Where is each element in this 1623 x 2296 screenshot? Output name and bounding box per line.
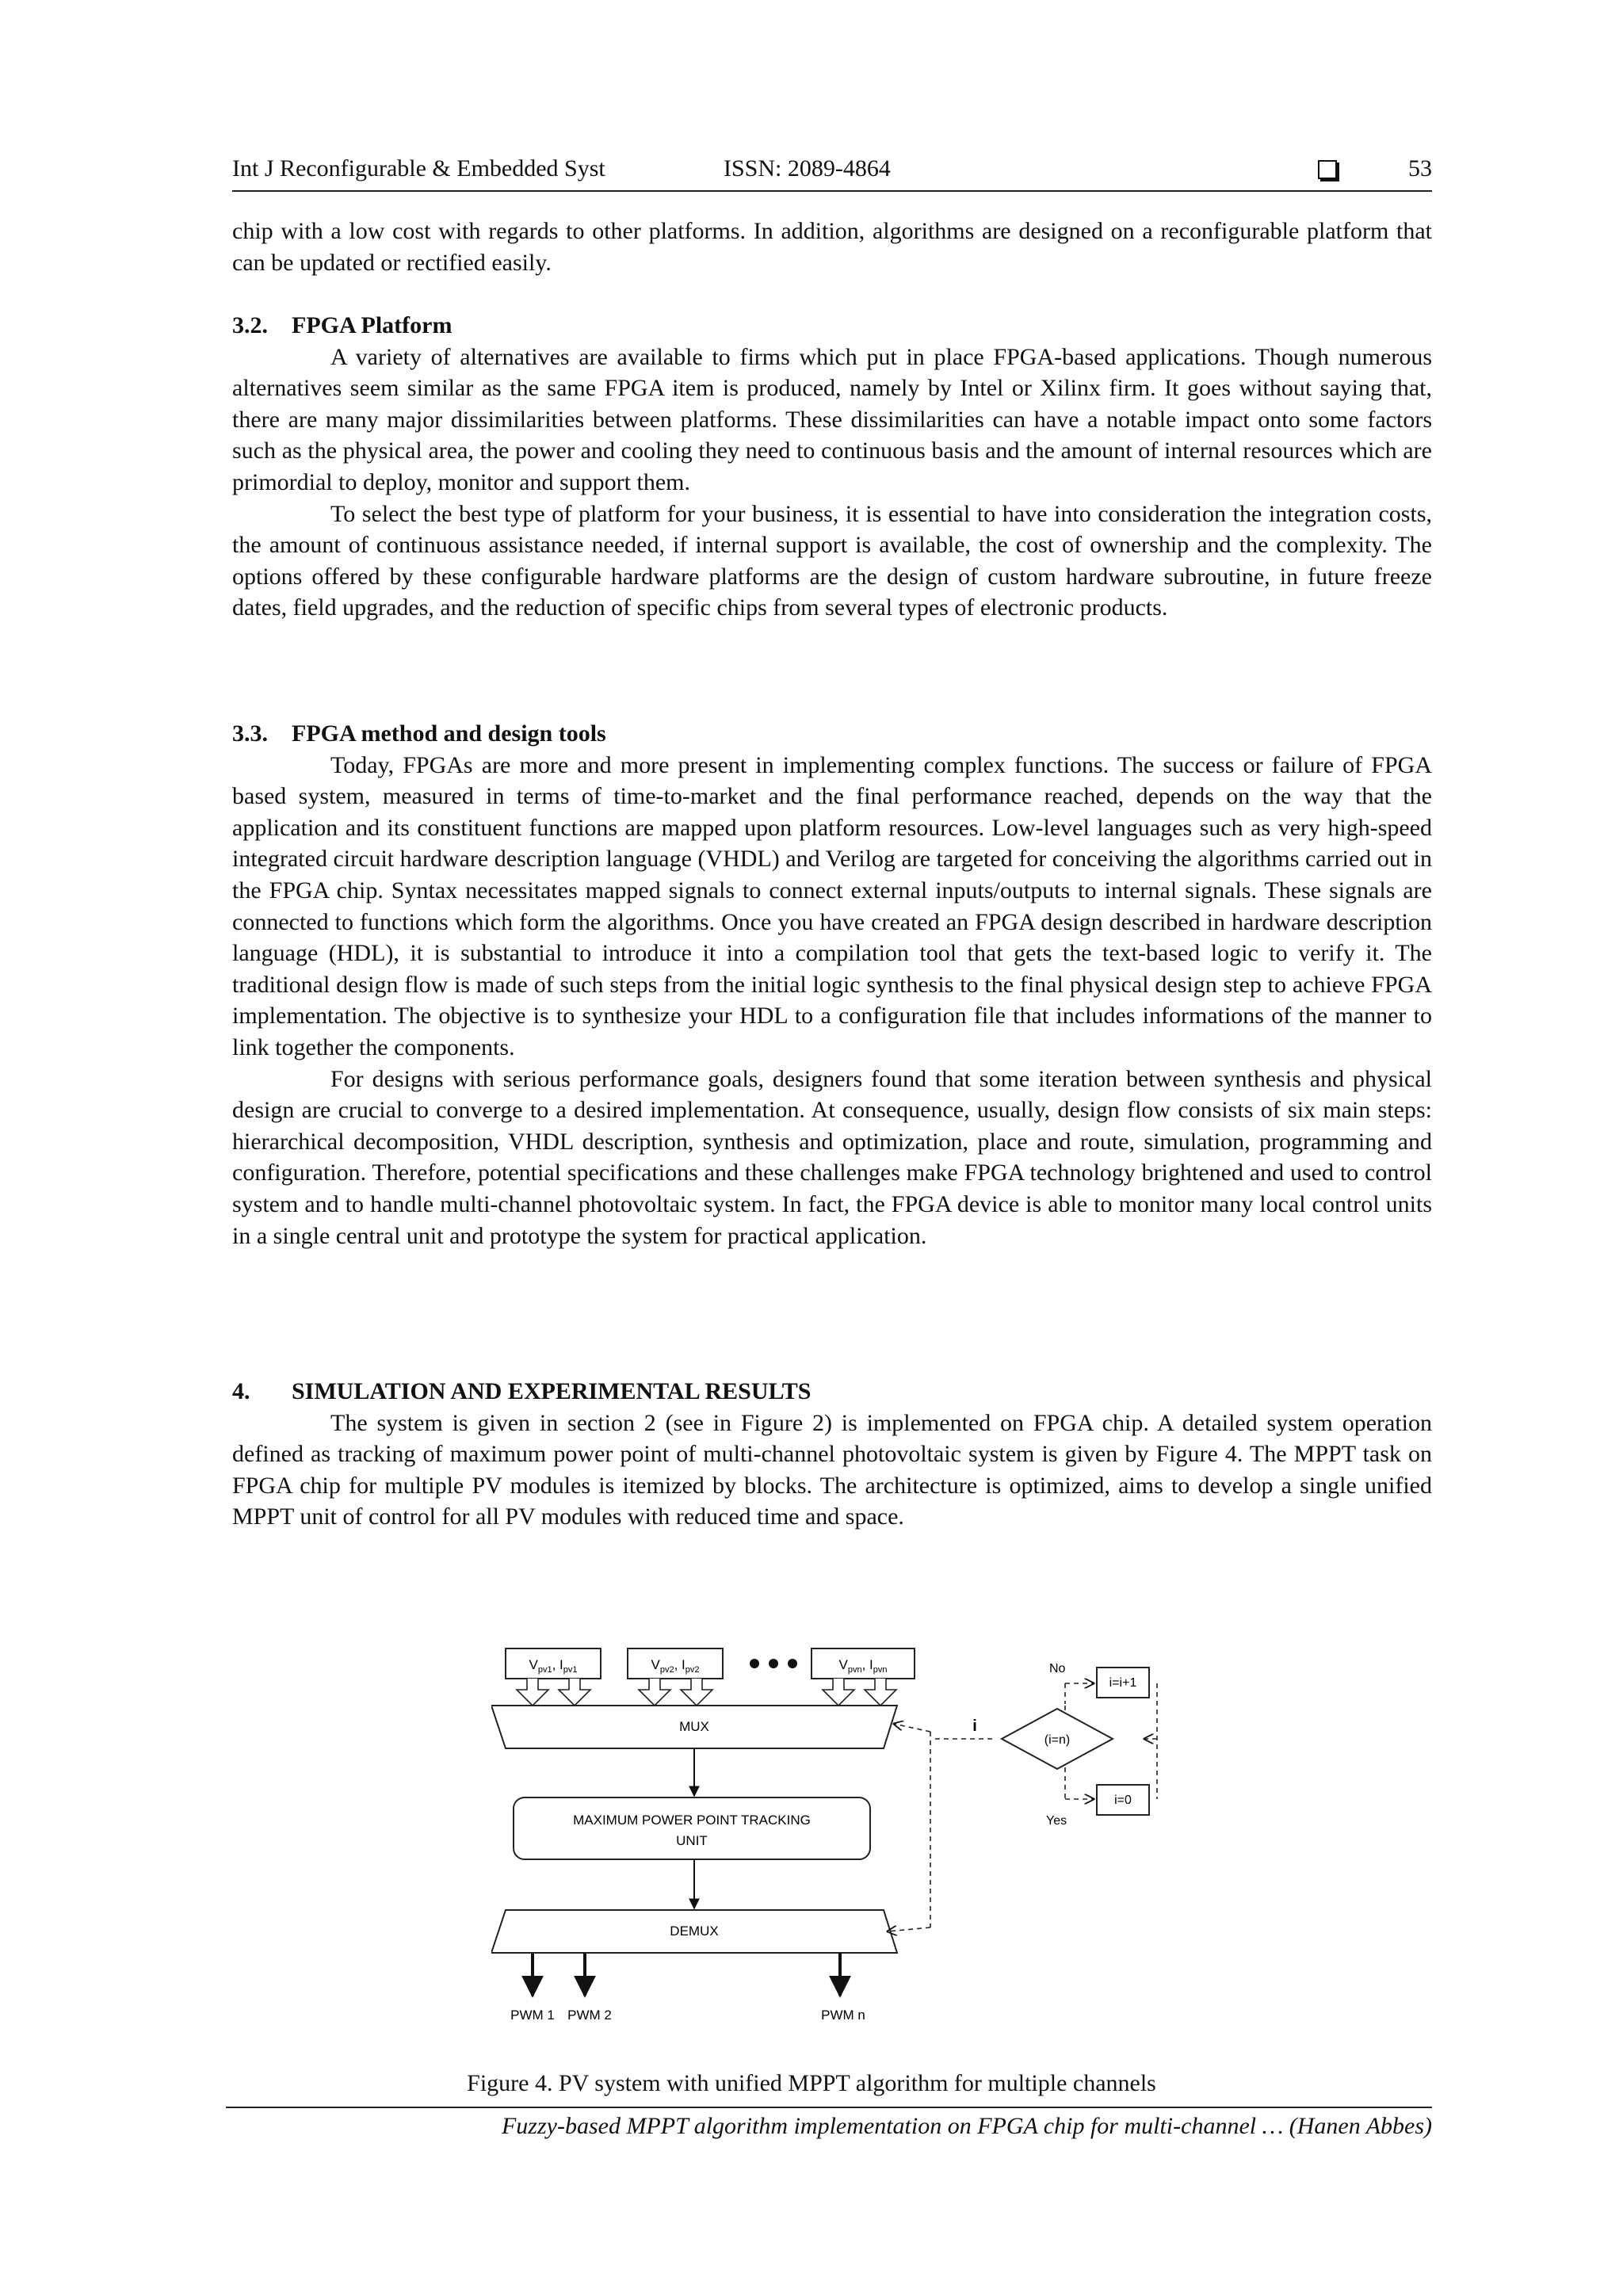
running-header — [232, 155, 1432, 192]
decision-diamond — [1002, 1709, 1113, 1769]
section-heading — [232, 1376, 1432, 1408]
intro-paragraph-block — [232, 216, 1432, 278]
input-box-1 — [506, 1648, 601, 1679]
mux-label: MUX — [679, 1719, 709, 1734]
input-2-i: I — [682, 1657, 685, 1672]
mppt-label-line1: MAXIMUM POWER POINT TRACKING — [573, 1813, 811, 1828]
svg-text:Vpvn, Ipvn: $V_{pvn}$, $I_{pvn}$ — [838, 1657, 888, 1675]
reset-label: i=0 — [1114, 1794, 1132, 1807]
demux-label: DEMUX — [670, 1924, 719, 1939]
input-n-i-sub: pvn — [873, 1665, 888, 1675]
input-n-v-sub: pvn — [847, 1665, 862, 1675]
section-title: SIMULATION AND EXPERIMENTAL RESULTS — [292, 1378, 812, 1404]
output-label-2: PWM 2 — [567, 2008, 612, 2023]
square-bullet-icon — [1318, 160, 1337, 179]
section-4 — [232, 1376, 1432, 1533]
paragraph: Today, FPGAs are more and more present in implementing complex functions. The success or failure of FPGA based system, measured in terms of time-to-market and the final performance reached, depends on the way that the application and its constituent functions are mapped upon platform resources. Low-level languages such as very high-speed integrated circuit hardware description language (VHDL) and Verilog are targeted for conceiving the algorithms carried out in the FPGA chip. Syntax necessitates mapped signals to connect external inputs/outputs to internal signals. These signals are connected to functions which form the algorithms. Once you have created an FPGA design described in hardware description language (HDL), it is substantial to introduce it into a compilation tool that gets the text-based logic to verify it. The traditional design flow is made of such steps from the initial logic synthesis to the final physical design step to achieve FPGA implementation. The objective is to synthesize your HDL to a configuration file that includes informations of the manner to link together the components. — [232, 751, 1432, 1060]
section-title: FPGA Platform — [292, 312, 453, 338]
increment-box — [1097, 1668, 1149, 1698]
section-number: 4. — [232, 1378, 250, 1404]
ellipsis-dots — [750, 1659, 797, 1668]
input-n-v: V — [838, 1657, 848, 1672]
paragraph: To select the best type of platform for your business, it is essential to have into consideration the integration costs, the amount of continuous assistance needed, if internal support is available, the cost of ownership and the complexity. The options offered by these configurable hardware platforms are the design of custom hardware subroutine, in future freeze dates, field upgrades, and the reduction of specific chips from several types of electronic products. — [232, 500, 1432, 621]
page-number: 53 — [1408, 155, 1432, 181]
no-label: No — [1049, 1662, 1066, 1675]
reset-box — [1097, 1785, 1149, 1815]
paragraph: The system is given in section 2 (see in Figure 2) is implemented on FPGA chip. A detailed system operation defined as tracking of maximum power point of multi-channel photovoltaic system is given by Figure 4. The MPPT task on FPGA chip for multiple PV modules is itemized by blocks. The architecture is optimized, aims to develop a single unified MPPT unit of control for all PV modules with reduced time and space. — [232, 1409, 1432, 1530]
input-1-i-sub: pv1 — [563, 1665, 578, 1675]
input-2-v-sub: pv2 — [659, 1665, 674, 1675]
increment-label: i=i+1 — [1109, 1676, 1137, 1690]
input-1-v: V — [529, 1657, 538, 1672]
input-2-v: V — [651, 1657, 660, 1672]
input-1-i: I — [559, 1657, 563, 1672]
figure-4-diagram — [491, 1641, 1189, 2053]
svg-text:Vpv2, Ipv2: $V_{pv2}$, $I_{pv2}$ — [651, 1657, 700, 1675]
section-3-3 — [232, 718, 1432, 1251]
demux-block — [491, 1910, 897, 1953]
paragraph: A variety of alternatives are available to firms which put in place FPGA-based applications. Though numerous alternatives seem similar as the same FPGA item is produced, namely by Intel or Xilinx firm. It goes without saying that, there are many major dissimilarities between platforms. These dissimilarities can have a notable impact onto some factors such as the physical area, the power and cooling they need to continuous basis and the amount of internal resources which are primordial to deploy, monitor and support them. — [232, 343, 1432, 495]
section-number: 3.3. — [232, 720, 268, 747]
issn: ISSN: 2089-4864 — [724, 155, 891, 181]
mppt-label-line2: UNIT — [676, 1833, 708, 1848]
input-1-v-sub: pv1 — [537, 1665, 552, 1675]
section-3-2 — [232, 310, 1432, 624]
intro-paragraph: chip with a low cost with regards to other platforms. In addition, algorithms are designed on a reconfigurable platform that can be updated or rectified easily. — [232, 218, 1432, 276]
paragraph: For designs with serious performance goals, designers found that some iteration between synthesis and physical design are crucial to converge to a desired implementation. At consequence, usually, design flow consists of six main steps: hierarchical decomposition, VHDL description, synthesis and optimization, place and route, simulation, programming and configuration. Therefore, potential specifications and these challenges make FPGA technology brightened and used to control system and to handle multi-channel photovoltaic system. In fact, the FPGA device is able to monitor many local control units in a single central unit and prototype the system for practical application. — [232, 1065, 1432, 1249]
section-heading — [232, 718, 1432, 750]
output-label-n: PWM n — [821, 2008, 865, 2023]
input-box-n — [812, 1648, 915, 1679]
section-title: FPGA method and design tools — [292, 720, 606, 747]
index-label: i — [972, 1717, 977, 1735]
section-number: 3.2. — [232, 312, 268, 338]
input-block-arrows — [517, 1679, 896, 1706]
section-heading — [232, 310, 1432, 342]
input-box-2 — [628, 1648, 723, 1679]
input-n-i: I — [869, 1657, 873, 1672]
yes-label: Yes — [1046, 1814, 1067, 1828]
svg-text:Vpv1, Ipv1: $V_{pv1}$, $I_{pv1}$ — [529, 1657, 578, 1675]
output-arrows — [533, 1953, 840, 1996]
output-label-1: PWM 1 — [510, 2008, 555, 2023]
decision-label: (i=n) — [1044, 1733, 1071, 1747]
mppt-unit-block — [514, 1797, 870, 1859]
mux-block — [491, 1706, 897, 1748]
input-2-i-sub: pv2 — [685, 1665, 700, 1675]
journal-name: Int J Reconfigurable & Embedded Syst — [232, 155, 605, 181]
running-footer: Fuzzy-based MPPT algorithm implementation on FPGA chip for multi-channel … (Hanen Abbes) — [226, 2107, 1432, 2140]
figure-caption: Figure 4. PV system with unified MPPT algorithm for multiple channels — [467, 2070, 1156, 2096]
